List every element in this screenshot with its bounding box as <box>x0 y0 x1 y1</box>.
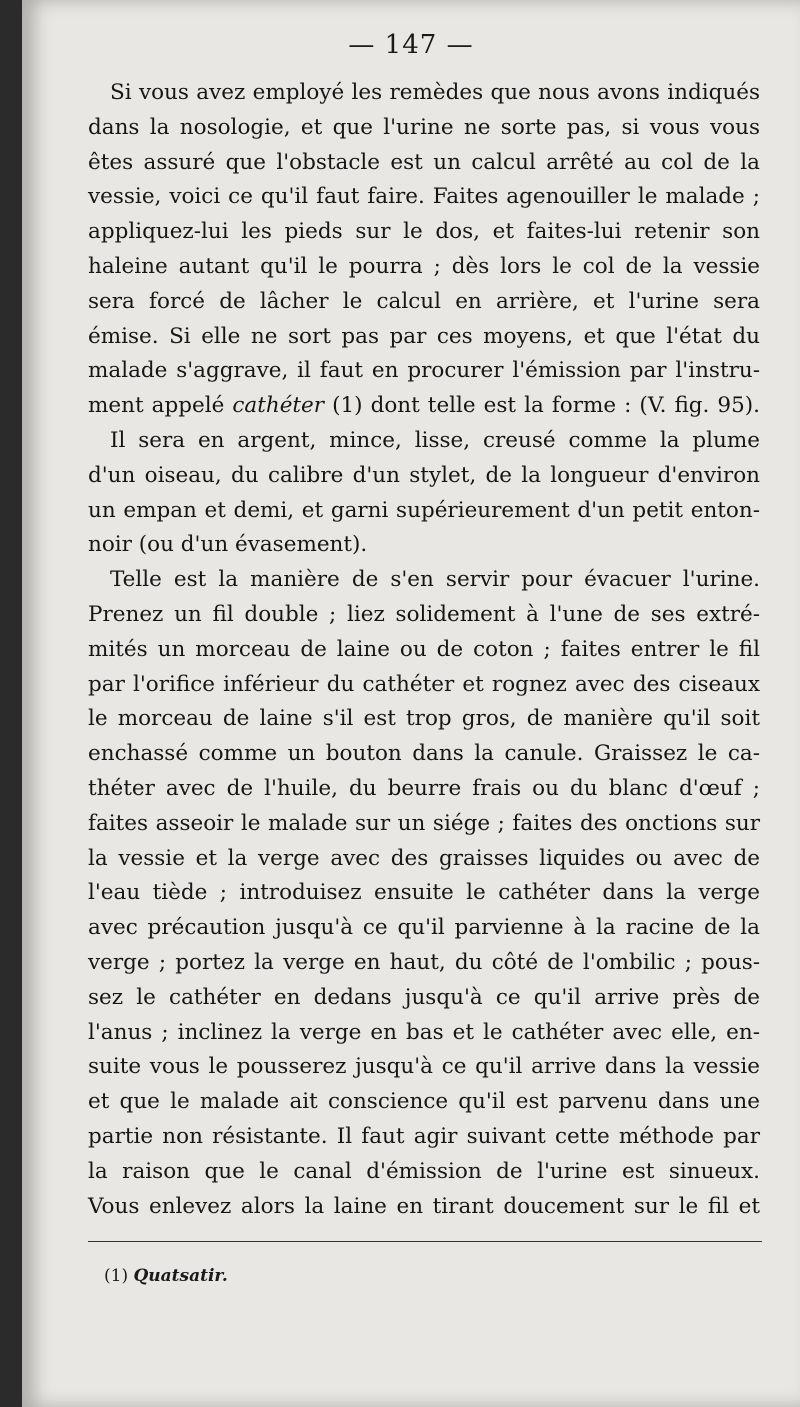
text-line: êtes assuré que l'obstacle est un calcul arrêté au col de la <box>88 149 760 175</box>
text-line: l'anus ; inclinez la verge en bas et le cathéter avec elle, en- <box>88 1019 760 1045</box>
text-line: vessie, voici ce qu'il faut faire. Faites agenouiller le malade ; <box>88 184 760 210</box>
text-line: haleine autant qu'il le pourra ; dès lors le col de la vessie <box>88 253 760 279</box>
text-line <box>88 389 760 424</box>
text-line: la raison que le canal d'émission de l'urine est sinueux. <box>88 1158 760 1184</box>
text-line: avec précaution jusqu'à ce qu'il parvienne à la racine de la <box>88 915 760 941</box>
body-text <box>88 76 760 1224</box>
text-line: Si vous avez employé les remèdes que nous avons indiqués <box>110 80 760 105</box>
text-line: sera forcé de lâcher le calcul en arrière, et l'urine sera <box>88 288 760 314</box>
text-line: malade s'aggrave, il faut en procurer l'émission par l'instru- <box>88 358 760 384</box>
text-line: le morceau de laine s'il est trop gros, de manière qu'il soit <box>88 706 760 732</box>
page-number: — 147 — <box>348 30 474 60</box>
paragraph-3 <box>88 563 760 1224</box>
text-segment: ment appelé <box>88 393 233 419</box>
text-line: suite vous le pousserez jusqu'à ce qu'il arrive dans la vessie <box>88 1054 760 1080</box>
text-line: un empan et demi, et garni supérieurement d'un petit enton- <box>88 497 760 523</box>
text-line: sez le cathéter en dedans jusqu'à ce qu'il arrive près de <box>88 984 760 1010</box>
paragraph-2 <box>88 424 760 563</box>
text-line: d'un oiseau, du calibre d'un stylet, de la longueur d'environ <box>88 462 760 488</box>
text-line: faites asseoir le malade sur un siége ; faites des onctions sur <box>88 810 760 836</box>
text-line: par l'orifice inférieur du cathéter et rognez avec des ciseaux <box>88 671 760 697</box>
text-line: émise. Si elle ne sort pas par ces moyens, et que l'état du <box>88 323 760 349</box>
footnote <box>104 1266 228 1286</box>
text-line: partie non résistante. Il faut agir suivant cette méthode par <box>88 1123 760 1149</box>
text-line: verge ; portez la verge en haut, du côté de l'ombilic ; pous- <box>88 949 760 975</box>
text-line: noir (ou d'un évasement). <box>88 532 368 558</box>
text-line: et que le malade ait conscience qu'il est parvenu dans une <box>88 1089 760 1115</box>
text-line: dans la nosologie, et que l'urine ne sorte pas, si vous vous <box>88 114 760 140</box>
text-segment: (1) dont telle est la forme : (V. fig. 95). <box>324 393 761 419</box>
paragraph-1 <box>88 76 760 424</box>
text-line: Prenez un fil double ; liez solidement à l'une de ses extré- <box>88 601 760 627</box>
text-line: la vessie et la verge avec des graisses liquides ou avec de <box>88 845 760 871</box>
text-line: l'eau tiède ; introduisez ensuite le cathéter dans la verge <box>88 880 760 906</box>
text-line: Telle est la manière de s'en servir pour évacuer l'urine. <box>110 567 760 593</box>
footnote-divider <box>88 1241 762 1242</box>
book-page <box>22 0 800 1407</box>
italic-term: cathéter <box>232 393 325 419</box>
text-line: théter avec de l'huile, du beurre frais ou du blanc d'œuf ; <box>88 775 760 801</box>
text-line: Vous enlevez alors la laine en tirant doucement sur le fil et <box>88 1193 760 1219</box>
footnote-marker: (1) <box>104 1266 129 1286</box>
text-line: Il sera en argent, mince, lisse, creusé comme la plume <box>110 427 760 453</box>
footnote-text: Quatsatir. <box>133 1266 228 1286</box>
text-line: enchassé comme un bouton dans la canule. Graissez le ca- <box>88 741 760 767</box>
text-line: mités un morceau de laine ou de coton ; faites entrer le fil <box>88 636 760 662</box>
text-line: appliquez-lui les pieds sur le dos, et faites-lui retenir son <box>88 219 760 245</box>
